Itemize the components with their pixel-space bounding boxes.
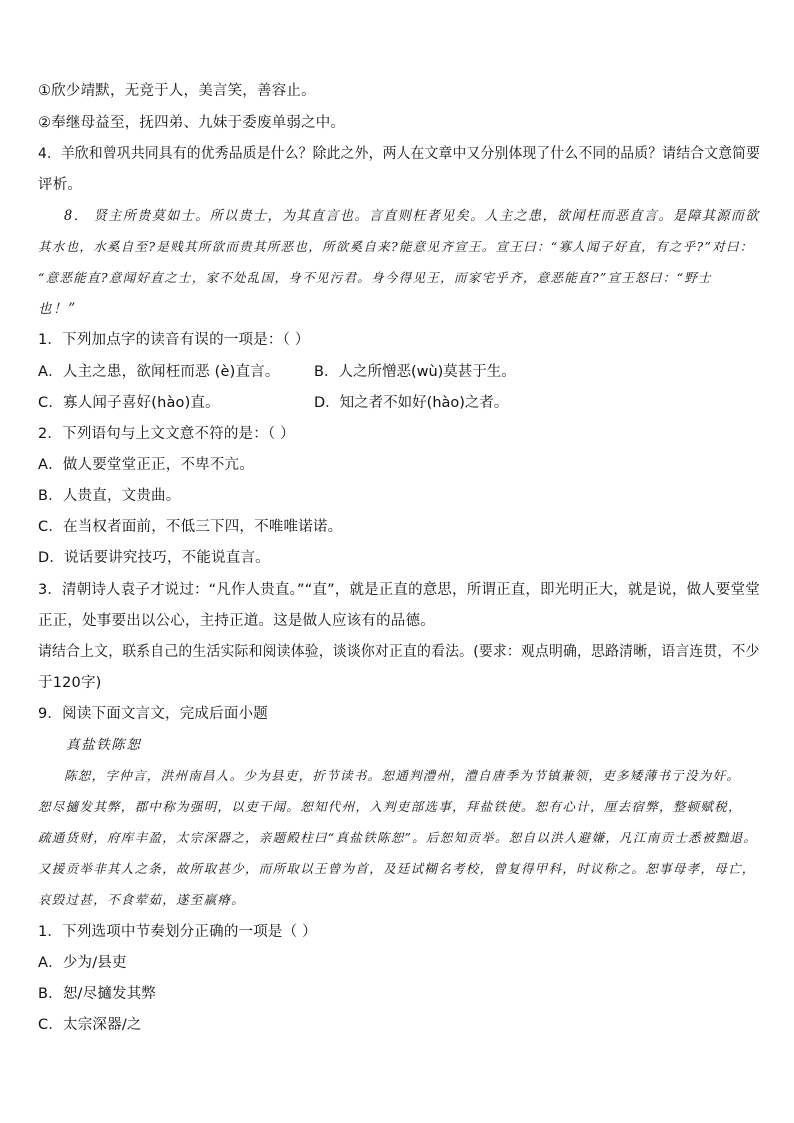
q8-1-option-b: B．人之所憎恶(wù)莫甚于生。: [314, 364, 516, 380]
q8-2-option-a: A．做人要堂堂正正，不卑不亢。: [38, 457, 254, 473]
q9-1-option-b: B．恕/尽擿发其弊: [38, 986, 157, 1002]
q8-3-line-2: 正正，处事要出以公心，主持正道。这是做人应该有的品德。: [38, 613, 435, 629]
passage-9-line-3: 疏通货财，府库丰盈，太宗深器之，亲题殿柱曰“真盐铁陈恕”。后恕知贡举。恕自以洪人避嫌，凡江南贡士悉被黜退。: [38, 830, 758, 845]
passage-9-line-2: 恕尽擿发其弊，郡中称为强明，以吏干闻。恕知代州，入判吏部选事，拜盐铁使。恕有心计，厘去宿弊，整顿赋税，: [38, 799, 742, 814]
q8-3-line-4: 于120字): [38, 675, 102, 691]
q8-2-option-d: D．说话要讲究技巧，不能说直言。: [38, 550, 270, 566]
passage-9-line-5: 哀毁过甚，不食荤茹，遂至羸瘠。: [38, 892, 246, 907]
passage-8-line-3: “意恶能直?意闻好直之士，家不处乱国，身不见污君。身今得见王，而家宅乎齐，意恶能直?”宣王怒曰：“野士: [38, 270, 712, 285]
q9-1-stem: 1．下列选项中节奏划分正确的一项是（ ）: [38, 924, 317, 940]
passage-9-line-4: 又援贡举非其人之条，故所取甚少，而所取以王曾为首，及廷试糊名考校，曾复得甲科，时议称之。恕事母孝，母亡，: [38, 861, 756, 876]
q8-3-line-1: 3．清朝诗人袁子才说过：“凡作人贵直。”“直”，就是正直的意思，所谓正直，即光明正大，就是说，做人要堂堂: [38, 582, 760, 598]
quote-line-1: ①欣少靖默，无竞于人，美言笑，善容止。: [38, 83, 316, 99]
question-4-line-1: 4．羊欣和曾巩共同具有的优秀品质是什么？除此之外，两人在文章中又分别体现了什么不同的品质？请结合文意简要: [38, 146, 761, 162]
q8-1-option-d: D．知之者不如好(hào)之者。: [314, 395, 509, 411]
q8-2-stem: 2．下列语句与上文文意不符的是：（ ）: [38, 426, 295, 442]
passage-8-line-1: 8． 贤主所贵莫如士。所以贵士，为其直言也。言直则枉者见矣。人主之患，欲闻枉而恶直言。是障其源而欲: [64, 208, 760, 224]
q9-1-option-c: C．太宗深器/之: [38, 1017, 142, 1033]
q8-2-option-b: B．人贵直，文贵曲。: [38, 488, 181, 504]
quote-line-2: ②奉继母益至，抚四弟、九妹于委废单弱之中。: [38, 115, 346, 131]
q9-1-option-a: A．少为/县吏: [38, 955, 127, 971]
q8-1-option-c: C．寡人闻子喜好(hào)直。: [38, 395, 220, 411]
q8-3-line-3: 请结合上文，联系自己的生活实际和阅读体验，谈谈你对正直的看法。(要求：观点明确，思路清晰，语言连贯，不少: [38, 644, 760, 660]
passage-8-line-4: 也！”: [38, 301, 77, 317]
question-9-heading: 9．阅读下面文言文，完成后面小题: [38, 706, 268, 722]
passage-9-title: 真盐铁陈恕: [66, 737, 142, 753]
q8-2-option-c: C．在当权者面前，不低三下四，不唯唯诺诺。: [38, 519, 343, 535]
passage-9-line-1: 陈恕，字仲言，洪州南昌人。少为县吏，折节读书。恕通判澧州，澧自唐季为节镇兼领，吏多矮薄书亍没为奸。: [64, 768, 741, 783]
q8-1-stem: 1．下列加点字的读音有误的一项是：（ ）: [38, 332, 310, 348]
q8-1-option-a: A．人主之患，欲闻枉而恶 (è)直言。: [38, 364, 280, 380]
question-4-line-2: 评析。: [38, 177, 83, 193]
passage-8-line-2: 其水也，水奚自至?是贱其所欲而贵其所恶也，所欲奚自来?能意见齐宣王。宣王曰：“寡人闻子好直，有之乎?”对曰：: [38, 239, 754, 254]
